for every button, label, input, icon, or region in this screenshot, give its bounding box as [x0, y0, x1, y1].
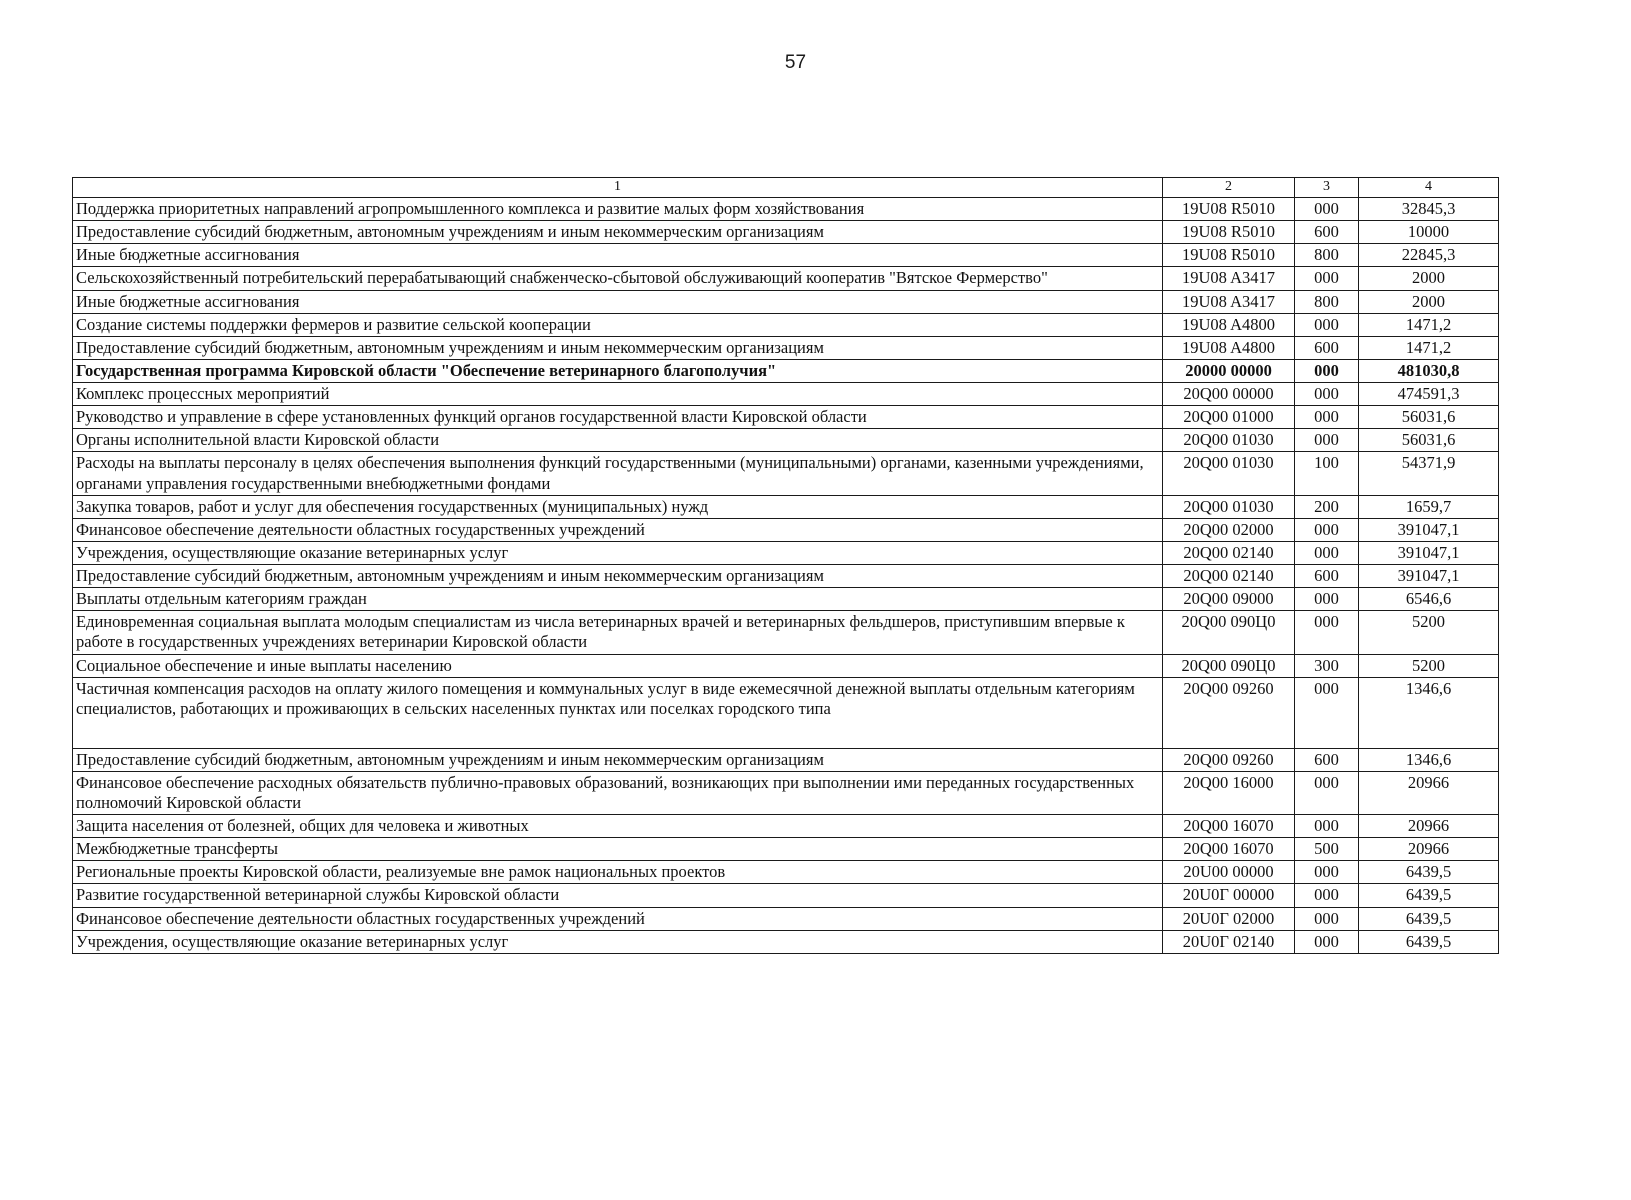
row-name-cell: Предоставление субсидий бюджетным, автономным учреждениям и иным некоммерческим организациям [73, 336, 1163, 359]
row-sum-cell: 474591,3 [1359, 383, 1499, 406]
row-code-cell: 20Q00 01030 [1163, 495, 1295, 518]
row-code-cell: 20Q00 01030 [1163, 429, 1295, 452]
table-row [73, 313, 1499, 336]
table-row [73, 221, 1499, 244]
table-row [73, 907, 1499, 930]
row-expense-type-cell: 800 [1295, 244, 1359, 267]
row-name-cell: Поддержка приоритетных направлений агропромышленного комплекса и развитие малых форм хозяйствования [73, 198, 1163, 221]
row-sum-cell: 20966 [1359, 838, 1499, 861]
row-expense-type-cell: 000 [1295, 907, 1359, 930]
row-expense-type-cell: 200 [1295, 495, 1359, 518]
row-sum-cell: 2000 [1359, 267, 1499, 290]
row-expense-type-cell: 600 [1295, 748, 1359, 771]
row-sum-cell: 391047,1 [1359, 518, 1499, 541]
row-name-cell: Иные бюджетные ассигнования [73, 290, 1163, 313]
table-header-row [73, 178, 1499, 198]
row-sum-cell: 56031,6 [1359, 429, 1499, 452]
row-code-cell: 20U0Г 02000 [1163, 907, 1295, 930]
row-name-cell: Единовременная социальная выплата молодым специалистам из числа ветеринарных врачей и ветеринарных фельдшеров, приступившим впервые к работе в государственных учреждениях ветеринарии Кировской области [73, 611, 1163, 654]
table-row [73, 565, 1499, 588]
table-row [73, 861, 1499, 884]
row-code-cell: 19U08 A3417 [1163, 267, 1295, 290]
row-sum-cell: 6439,5 [1359, 884, 1499, 907]
row-sum-cell: 1659,7 [1359, 495, 1499, 518]
row-code-cell: 20Q00 02000 [1163, 518, 1295, 541]
row-sum-cell: 22845,3 [1359, 244, 1499, 267]
header-cell-sum: 4 [1359, 178, 1499, 198]
table-row [73, 815, 1499, 838]
table-row [73, 838, 1499, 861]
row-sum-cell: 6439,5 [1359, 861, 1499, 884]
table-row [73, 383, 1499, 406]
row-expense-type-cell: 100 [1295, 452, 1359, 495]
table-row [73, 336, 1499, 359]
header-cell-code: 2 [1163, 178, 1295, 198]
row-code-cell: 19U08 A4800 [1163, 313, 1295, 336]
row-name-cell: Органы исполнительной власти Кировской области [73, 429, 1163, 452]
table-row [73, 452, 1499, 495]
row-name-cell: Региональные проекты Кировской области, реализуемые вне рамок национальных проектов [73, 861, 1163, 884]
row-expense-type-cell: 000 [1295, 541, 1359, 564]
row-code-cell: 20Q00 02140 [1163, 541, 1295, 564]
row-sum-cell: 6439,5 [1359, 907, 1499, 930]
row-name-cell: Иные бюджетные ассигнования [73, 244, 1163, 267]
row-sum-cell: 10000 [1359, 221, 1499, 244]
row-expense-type-cell: 000 [1295, 611, 1359, 654]
row-name-cell: Руководство и управление в сфере установленных функций органов государственной власти Кировской области [73, 406, 1163, 429]
row-code-cell: 20Q00 02140 [1163, 565, 1295, 588]
row-code-cell: 20Q00 090Ц0 [1163, 654, 1295, 677]
row-code-cell: 20Q00 09260 [1163, 677, 1295, 748]
row-sum-cell: 6546,6 [1359, 588, 1499, 611]
table-row [73, 406, 1499, 429]
row-expense-type-cell: 000 [1295, 815, 1359, 838]
row-sum-cell: 20966 [1359, 771, 1499, 814]
row-expense-type-cell: 000 [1295, 930, 1359, 953]
row-expense-type-cell: 000 [1295, 198, 1359, 221]
row-name-cell: Финансовое обеспечение деятельности областных государственных учреждений [73, 518, 1163, 541]
row-expense-type-cell: 000 [1295, 383, 1359, 406]
row-sum-cell: 5200 [1359, 654, 1499, 677]
row-code-cell: 20Q00 09260 [1163, 748, 1295, 771]
row-sum-cell: 20966 [1359, 815, 1499, 838]
table-row [73, 654, 1499, 677]
header-cell-name: 1 [73, 178, 1163, 198]
row-name-cell: Комплекс процессных мероприятий [73, 383, 1163, 406]
table-row [73, 611, 1499, 654]
row-name-cell: Закупка товаров, работ и услуг для обеспечения государственных (муниципальных) нужд [73, 495, 1163, 518]
row-sum-cell: 6439,5 [1359, 930, 1499, 953]
row-sum-cell: 54371,9 [1359, 452, 1499, 495]
row-name-cell: Создание системы поддержки фермеров и развитие сельской кооперации [73, 313, 1163, 336]
row-expense-type-cell: 000 [1295, 677, 1359, 748]
row-name-cell: Финансовое обеспечение расходных обязательств публично-правовых образований, возникающих при выполнении ими переданных государственных полномочий Кировской области [73, 771, 1163, 814]
row-sum-cell: 56031,6 [1359, 406, 1499, 429]
header-cell-vr: 3 [1295, 178, 1359, 198]
row-name-cell: Расходы на выплаты персоналу в целях обеспечения выполнения функций государственными (муниципальными) органами, казенными учреждениями, органами управления государственными внебюджетными фондами [73, 452, 1163, 495]
row-expense-type-cell: 000 [1295, 313, 1359, 336]
row-expense-type-cell: 000 [1295, 359, 1359, 382]
row-sum-cell: 5200 [1359, 611, 1499, 654]
row-code-cell: 19U08 R5010 [1163, 244, 1295, 267]
table-row [73, 359, 1499, 382]
row-name-cell: Финансовое обеспечение деятельности областных государственных учреждений [73, 907, 1163, 930]
row-expense-type-cell: 600 [1295, 565, 1359, 588]
row-sum-cell: 2000 [1359, 290, 1499, 313]
row-sum-cell: 32845,3 [1359, 198, 1499, 221]
row-code-cell: 19U08 A3417 [1163, 290, 1295, 313]
row-code-cell: 20U00 00000 [1163, 861, 1295, 884]
row-name-cell: Выплаты отдельным категориям граждан [73, 588, 1163, 611]
row-code-cell: 20Q00 00000 [1163, 383, 1295, 406]
row-expense-type-cell: 000 [1295, 429, 1359, 452]
row-sum-cell: 391047,1 [1359, 541, 1499, 564]
row-name-cell: Учреждения, осуществляющие оказание ветеринарных услуг [73, 930, 1163, 953]
row-sum-cell: 1346,6 [1359, 748, 1499, 771]
page-number: 57 [784, 52, 807, 73]
row-code-cell: 20U0Г 02140 [1163, 930, 1295, 953]
row-code-cell: 20Q00 090Ц0 [1163, 611, 1295, 654]
row-code-cell: 20Q00 01030 [1163, 452, 1295, 495]
row-sum-cell: 1471,2 [1359, 336, 1499, 359]
row-name-cell: Предоставление субсидий бюджетным, автономным учреждениям и иным некоммерческим организациям [73, 748, 1163, 771]
row-expense-type-cell: 300 [1295, 654, 1359, 677]
row-code-cell: 20000 00000 [1163, 359, 1295, 382]
row-name-cell: Развитие государственной ветеринарной службы Кировской области [73, 884, 1163, 907]
row-code-cell: 20Q00 09000 [1163, 588, 1295, 611]
row-expense-type-cell: 000 [1295, 861, 1359, 884]
row-code-cell: 20Q00 01000 [1163, 406, 1295, 429]
table-body [73, 178, 1499, 954]
row-code-cell: 20Q00 16000 [1163, 771, 1295, 814]
table-row [73, 518, 1499, 541]
row-expense-type-cell: 000 [1295, 406, 1359, 429]
table-row [73, 884, 1499, 907]
row-expense-type-cell: 000 [1295, 771, 1359, 814]
row-code-cell: 20Q00 16070 [1163, 815, 1295, 838]
table-row [73, 748, 1499, 771]
row-sum-cell: 391047,1 [1359, 565, 1499, 588]
row-expense-type-cell: 800 [1295, 290, 1359, 313]
row-name-cell: Социальное обеспечение и иные выплаты населению [73, 654, 1163, 677]
row-name-cell: Частичная компенсация расходов на оплату жилого помещения и коммунальных услуг в виде ежемесячной денежной выплаты отдельным категориям специалистов, работающих и проживающих в сельских населенных пунктах или поселках городского типа [73, 677, 1163, 748]
row-name-cell: Предоставление субсидий бюджетным, автономным учреждениям и иным некоммерческим организациям [73, 221, 1163, 244]
row-name-cell: Государственная программа Кировской области "Обеспечение ветеринарного благополучия" [73, 359, 1163, 382]
row-code-cell: 20U0Г 00000 [1163, 884, 1295, 907]
table-row [73, 290, 1499, 313]
row-expense-type-cell: 000 [1295, 267, 1359, 290]
table-row [73, 771, 1499, 814]
row-name-cell: Межбюджетные трансферты [73, 838, 1163, 861]
row-expense-type-cell: 000 [1295, 518, 1359, 541]
table-row [73, 930, 1499, 953]
row-name-cell: Сельскохозяйственный потребительский перерабатывающий снабженческо-сбытовой обслуживающий кооператив "Вятское Фермерство" [73, 267, 1163, 290]
table-row [73, 429, 1499, 452]
row-code-cell: 20Q00 16070 [1163, 838, 1295, 861]
row-code-cell: 19U08 R5010 [1163, 221, 1295, 244]
row-expense-type-cell: 600 [1295, 336, 1359, 359]
row-sum-cell: 1346,6 [1359, 677, 1499, 748]
row-expense-type-cell: 500 [1295, 838, 1359, 861]
table-row [73, 198, 1499, 221]
row-expense-type-cell: 600 [1295, 221, 1359, 244]
row-code-cell: 19U08 A4800 [1163, 336, 1295, 359]
table-row [73, 244, 1499, 267]
table-row [73, 677, 1499, 748]
table-row [73, 267, 1499, 290]
row-sum-cell: 1471,2 [1359, 313, 1499, 336]
table-row [73, 541, 1499, 564]
row-name-cell: Защита населения от болезней, общих для человека и животных [73, 815, 1163, 838]
table-row [73, 588, 1499, 611]
row-expense-type-cell: 000 [1295, 588, 1359, 611]
budget-table [72, 177, 1499, 954]
row-expense-type-cell: 000 [1295, 884, 1359, 907]
row-name-cell: Предоставление субсидий бюджетным, автономным учреждениям и иным некоммерческим организациям [73, 565, 1163, 588]
row-code-cell: 19U08 R5010 [1163, 198, 1295, 221]
row-name-cell: Учреждения, осуществляющие оказание ветеринарных услуг [73, 541, 1163, 564]
table-row [73, 495, 1499, 518]
row-sum-cell: 481030,8 [1359, 359, 1499, 382]
